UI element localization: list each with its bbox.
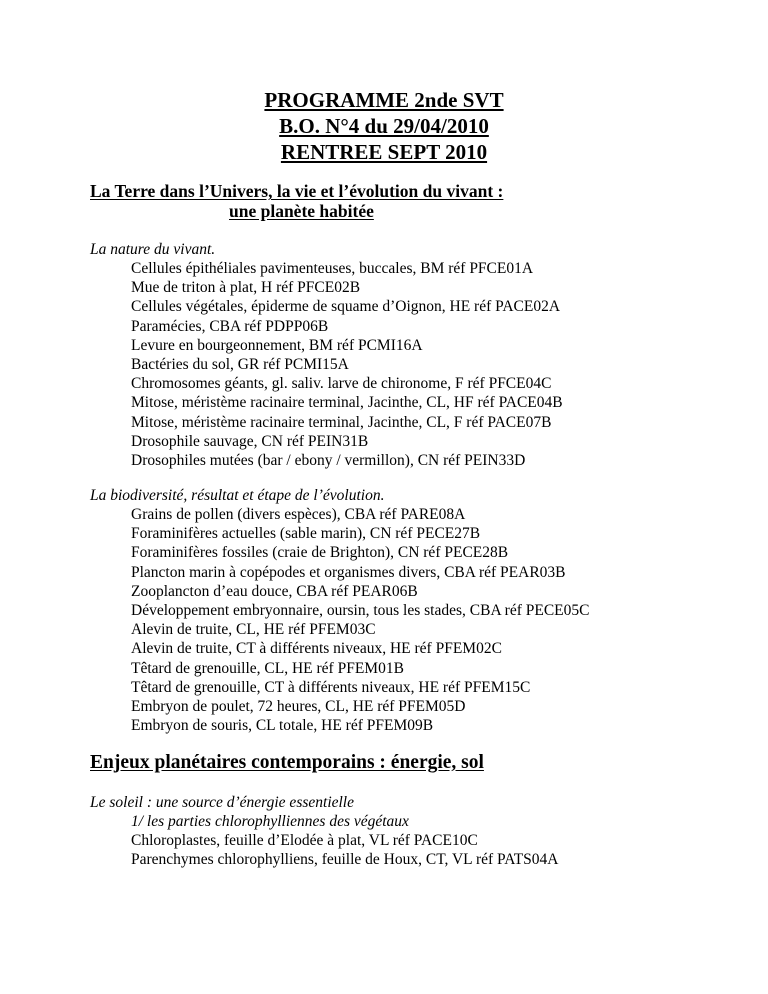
soleil-subsection-subtitle: 1/ les parties chlorophylliennes des végétaux <box>131 813 409 830</box>
list-item: Paramécies, CBA réf PDPP06B <box>131 317 329 335</box>
list-item: Drosophiles mutées (bar / ebony / vermillon), CN réf PEIN33D <box>131 452 526 470</box>
list-item: Parenchymes chlorophylliens, feuille de Houx, CT, VL réf PATS04A <box>131 851 559 869</box>
list-item: Chloroplastes, feuille d’Elodée à plat, VL réf PACE10C <box>131 832 478 849</box>
list-item: Mitose, méristème racinaire terminal, Jacinthe, CL, F réf PACE07B <box>131 413 552 431</box>
list-item: Foraminifères fossiles (craie de Brighton), CN réf PECE28B <box>131 544 509 562</box>
document-title <box>0 87 768 165</box>
list-item: Levure en bourgeonnement, BM réf PCMI16A <box>131 336 423 354</box>
list-item: Plancton marin à copépodes et organismes divers, CBA réf PEAR03B <box>131 563 566 581</box>
list-item: Grains de pollen (divers espèces), CBA réf PARE08A <box>131 506 466 523</box>
title-line-programme: PROGRAMME 2nde SVT <box>264 88 504 112</box>
list-item: Alevin de truite, CT à différents niveaux, HE réf PFEM02C <box>131 640 502 658</box>
biodiversite-list <box>131 505 589 735</box>
list-item: Chromosomes géants, gl. saliv. larve de chironome, F réf PFCE04C <box>131 375 552 393</box>
list-item: Cellules épithéliales pavimenteuses, buccales, BM réf PFCE01A <box>131 260 534 277</box>
section1-heading-line1: La Terre dans l’Univers, la vie et l’évolution du vivant : <box>90 181 504 201</box>
nature-list <box>131 259 563 470</box>
list-item: Alevin de truite, CL, HE réf PFEM03C <box>131 621 376 639</box>
list-item: Foraminifères actuelles (sable marin), CN réf PECE27B <box>131 525 481 543</box>
list-item: Embryon de souris, CL totale, HE réf PFEM09B <box>131 717 434 735</box>
section2-heading: Enjeux planétaires contemporains : énergie, sol <box>90 752 484 773</box>
biodiversite-subsection-title: La biodiversité, résultat et étape de l’évolution. <box>90 487 385 504</box>
list-item: Têtard de grenouille, CL, HE réf PFEM01B <box>131 659 404 677</box>
title-line-rentree: RENTREE SEPT 2010 <box>280 140 488 164</box>
list-item: Développement embryonnaire, oursin, tous les stades, CBA réf PECE05C <box>131 602 590 620</box>
section1-heading-line2: une planète habitée <box>229 201 374 221</box>
soleil-subsection-title: Le soleil : une source d’énergie essentielle <box>90 794 354 811</box>
list-item: Drosophile sauvage, CN réf PEIN31B <box>131 432 369 450</box>
soleil-list <box>131 831 558 869</box>
list-item: Embryon de poulet, 72 heures, CL, HE réf PFEM05D <box>131 698 466 716</box>
title-line-bo: B.O. N°4 du 29/04/2010 <box>279 114 489 138</box>
nature-subsection-title: La nature du vivant. <box>90 241 216 258</box>
list-item: Cellules végétales, épiderme de squame d’Oignon, HE réf PACE02A <box>131 298 561 316</box>
list-item: Têtard de grenouille, CT à différents niveaux, HE réf PFEM15C <box>131 678 531 696</box>
list-item: Mitose, méristème racinaire terminal, Jacinthe, CL, HF réf PACE04B <box>131 394 563 412</box>
list-item: Zooplancton d’eau douce, CBA réf PEAR06B <box>131 582 418 600</box>
list-item: Mue de triton à plat, H réf PFCE02B <box>131 279 361 297</box>
list-item: Bactéries du sol, GR réf PCMI15A <box>131 356 349 374</box>
